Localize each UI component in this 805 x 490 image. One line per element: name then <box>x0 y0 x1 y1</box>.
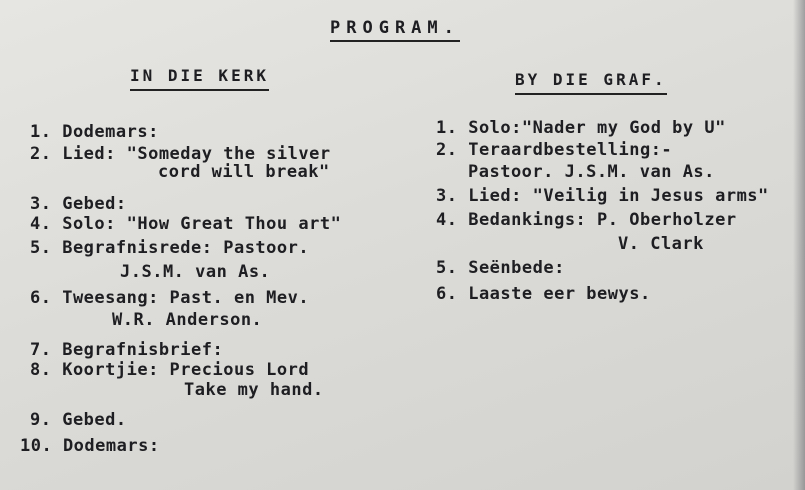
kerk-item-2: 2. Lied: "Someday the silver <box>30 144 331 164</box>
graf-item-3: 3. Lied: "Veilig in Jesus arms" <box>436 186 769 206</box>
graf-item-5: 5. Seënbede: <box>436 258 565 278</box>
graf-item-4-cont: V. Clark <box>618 234 704 254</box>
kerk-item-2-cont: cord will break" <box>158 162 330 182</box>
kerk-item-7: 7. Begrafnisbrief: <box>30 340 224 360</box>
kerk-item-6-cont: W.R. Anderson. <box>112 310 263 330</box>
graf-item-6: 6. Laaste eer bewys. <box>436 284 651 304</box>
graf-item-2-cont: Pastoor. J.S.M. van As. <box>468 162 715 182</box>
kerk-item-10: 10. Dodemars: <box>20 436 160 456</box>
kerk-item-4: 4. Solo: "How Great Thou art" <box>30 214 342 234</box>
kerk-item-1: 1. Dodemars: <box>30 122 159 142</box>
graf-item-4: 4. Bedankings: P. Oberholzer <box>436 210 737 230</box>
kerk-item-5-cont: J.S.M. van As. <box>120 262 271 282</box>
kerk-item-8: 8. Koortjie: Precious Lord <box>30 360 310 380</box>
page-edge-shadow <box>793 0 805 490</box>
graf-item-2: 2. Teraardbestelling:- <box>436 140 673 160</box>
document-title: PROGRAM. <box>330 18 460 42</box>
kerk-item-8-cont: Take my hand. <box>184 380 324 400</box>
kerk-item-3: 3. Gebed: <box>30 194 127 214</box>
heading-in-die-kerk: IN DIE KERK <box>130 66 269 91</box>
heading-by-die-graf: BY DIE GRAF. <box>515 70 667 95</box>
kerk-item-9: 9. Gebed. <box>30 410 127 430</box>
kerk-item-6: 6. Tweesang: Past. en Mev. <box>30 288 310 308</box>
graf-item-1: 1. Solo:"Nader my God by U" <box>436 118 726 138</box>
kerk-item-5: 5. Begrafnisrede: Pastoor. <box>30 238 310 258</box>
